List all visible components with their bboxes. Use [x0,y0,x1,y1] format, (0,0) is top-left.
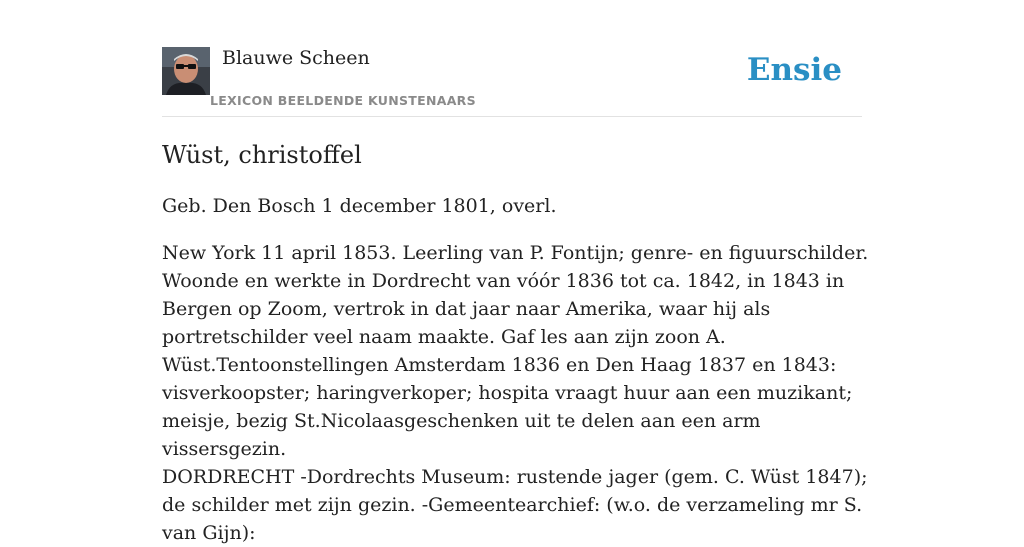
article-paragraph-2: New York 11 april 1853. Leerling van P. Fontijn; genre- en figuurschilder. Woonde en werkte in Dordrecht van vóór 1836 tot ca. 1842, in 1843 in Bergen op Zoom, vertrok in dat jaar naar Amerika, waar hij als portretschilder veel naam maakte. Gaf les aan zijn zoon A. Wüst.Tentoonstellingen Amsterdam 1836 en Den Haag 1837 en 1843: visverkoopster; haringverkoper; hospita vraagt huur aan een muzikant; meisje, bezig St.Nicolaasgeschenken uit te delen aan een arm vissersgezin. [162,242,869,460]
site-header [162,46,862,117]
avatar-image [162,47,210,95]
article-paragraph-1: Geb. Den Bosch 1 december 1801, overl. [162,195,557,217]
article-title: Wüst, christoffel [162,141,362,169]
section-subtitle[interactable]: LEXICON BEELDENDE KUNSTENAARS [210,93,476,108]
author-avatar[interactable] [162,47,210,95]
brand-logo[interactable]: Ensie [746,52,842,88]
article-paragraph-3: DORDRECHT -Dordrechts Museum: rustende jager (gem. C. Wüst 1847); de schilder met zijn gezin. -Gemeentearchief: (w.o. de verzameling mr S. van Gijn): [162,466,868,544]
author-name[interactable]: Blauwe Scheen [222,47,370,69]
